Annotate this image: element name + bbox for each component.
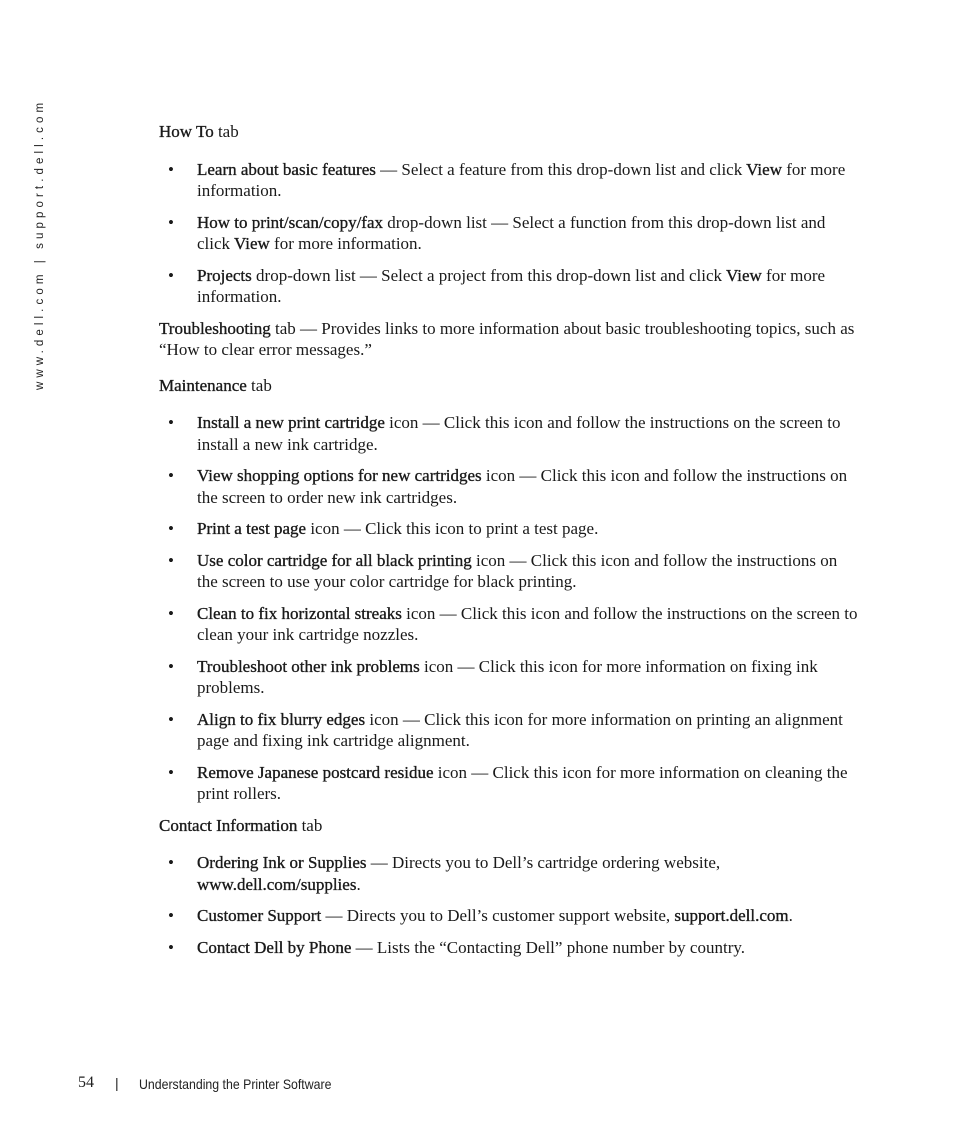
item-text: — Select a feature from this drop-down list and click	[375, 159, 747, 179]
section-heading	[159, 121, 859, 143]
section-suffix: tab	[213, 122, 239, 141]
section-title: Maintenance	[159, 375, 247, 395]
bullet: •	[168, 762, 174, 782]
footer-separator: |	[115, 1075, 119, 1091]
item-text: icon — Click this icon and follow the instructions on the screen to install a new ink cartridge.	[197, 413, 841, 454]
item-text-2: for more information.	[197, 265, 826, 306]
section-heading	[159, 318, 859, 361]
item-text: — Directs you to Dell’s cartridge ordering website,	[366, 853, 721, 872]
list-item	[159, 905, 859, 927]
footer-title: Understanding the Printer Software	[139, 1076, 332, 1092]
list-item	[159, 265, 859, 308]
bullet: •	[168, 159, 174, 179]
item-term: Use color cartridge for all black printing	[197, 550, 472, 570]
list-item	[159, 762, 859, 805]
item-term: How to print/scan/copy/fax	[197, 212, 384, 232]
item-term-2: View	[725, 265, 762, 285]
bullet: •	[168, 709, 174, 729]
item-text: — Lists the “Contacting Dell” phone number by country.	[351, 937, 745, 957]
item-text: icon — Click this icon to print a test page.	[306, 519, 599, 538]
item-term-2: View	[233, 234, 270, 253]
list-item	[159, 212, 859, 255]
list-item	[159, 709, 859, 752]
section-title: How To	[159, 122, 214, 141]
bullet: •	[168, 906, 174, 925]
section-suffix: tab	[246, 375, 272, 395]
section-suffix: tab	[297, 815, 323, 835]
item-term-2: www.dell.com/supplies	[197, 874, 357, 894]
item-text: drop-down list — Select a project from this drop-down list and click	[251, 265, 726, 285]
bullet-list	[159, 412, 859, 805]
bullet: •	[168, 519, 174, 538]
bullet: •	[168, 212, 174, 232]
item-text-2: .	[788, 906, 793, 925]
bullet: •	[168, 413, 174, 432]
item-term: Learn about basic features	[197, 159, 376, 179]
item-term-2: support.dell.com	[674, 906, 789, 925]
content	[159, 121, 859, 958]
section-title: Troubleshooting	[159, 318, 271, 338]
list-item	[159, 159, 859, 202]
item-term: Remove Japanese postcard residue	[197, 762, 434, 782]
item-text-2: for more information.	[197, 159, 846, 200]
section-heading	[159, 815, 859, 837]
bullet: •	[168, 603, 174, 623]
list-item	[159, 937, 859, 959]
item-text-2: for more information.	[269, 234, 422, 253]
bullet: •	[168, 265, 174, 285]
section-suffix: tab — Provides links to more information about basic troubleshooting topics, such as “How to clear error messages.”	[159, 318, 855, 359]
item-text: icon — Click this icon and follow the instructions on the screen to clean your ink cartridge nozzles.	[197, 603, 858, 644]
section-title: Contact Information	[159, 815, 298, 835]
item-text: icon — Click this icon for more information on printing an alignment page and fixing ink cartridge alignment.	[197, 709, 843, 750]
side-url: www.dell.com | support.dell.com	[34, 98, 46, 390]
item-term: Print a test page	[197, 519, 307, 538]
item-text: — Directs you to Dell’s customer support website,	[321, 906, 675, 925]
item-term: Clean to fix horizontal streaks	[197, 603, 402, 623]
item-term: Ordering Ink or Supplies	[197, 853, 367, 872]
section-heading	[159, 375, 859, 397]
bullet: •	[168, 656, 174, 676]
item-term: Projects	[197, 265, 252, 285]
list-item	[159, 412, 859, 455]
item-term: Install a new print cartridge	[197, 413, 385, 432]
page-number: 54	[78, 1074, 94, 1091]
item-term-2: View	[746, 159, 782, 179]
list-item	[159, 656, 859, 699]
item-text: icon — Click this icon and follow the instructions on the screen to use your color cartridge for black printing.	[197, 550, 838, 591]
list-item	[159, 518, 859, 540]
item-term: Troubleshoot other ink problems	[197, 656, 420, 676]
bullet: •	[168, 550, 174, 570]
item-text: icon — Click this icon for more information on cleaning the print rollers.	[197, 762, 848, 803]
item-term: Align to fix blurry edges	[197, 709, 366, 729]
bullet-list	[159, 852, 859, 958]
item-term: Customer Support	[197, 906, 322, 925]
list-item	[159, 550, 859, 593]
item-text: icon — Click this icon and follow the instructions on the screen to order new ink cartridges.	[197, 466, 848, 507]
item-text-2: .	[356, 874, 361, 894]
list-item	[159, 465, 859, 508]
bullet-list	[159, 159, 859, 308]
item-text: icon — Click this icon for more information on fixing ink problems.	[197, 656, 818, 697]
list-item	[159, 603, 859, 646]
item-text: drop-down list — Select a function from this drop-down list and click	[197, 212, 826, 253]
list-item	[159, 852, 859, 895]
bullet: •	[168, 853, 174, 872]
bullet: •	[168, 466, 174, 485]
item-term: Contact Dell by Phone	[197, 937, 352, 957]
item-term: View shopping options for new cartridges	[197, 466, 482, 485]
bullet: •	[168, 937, 174, 957]
